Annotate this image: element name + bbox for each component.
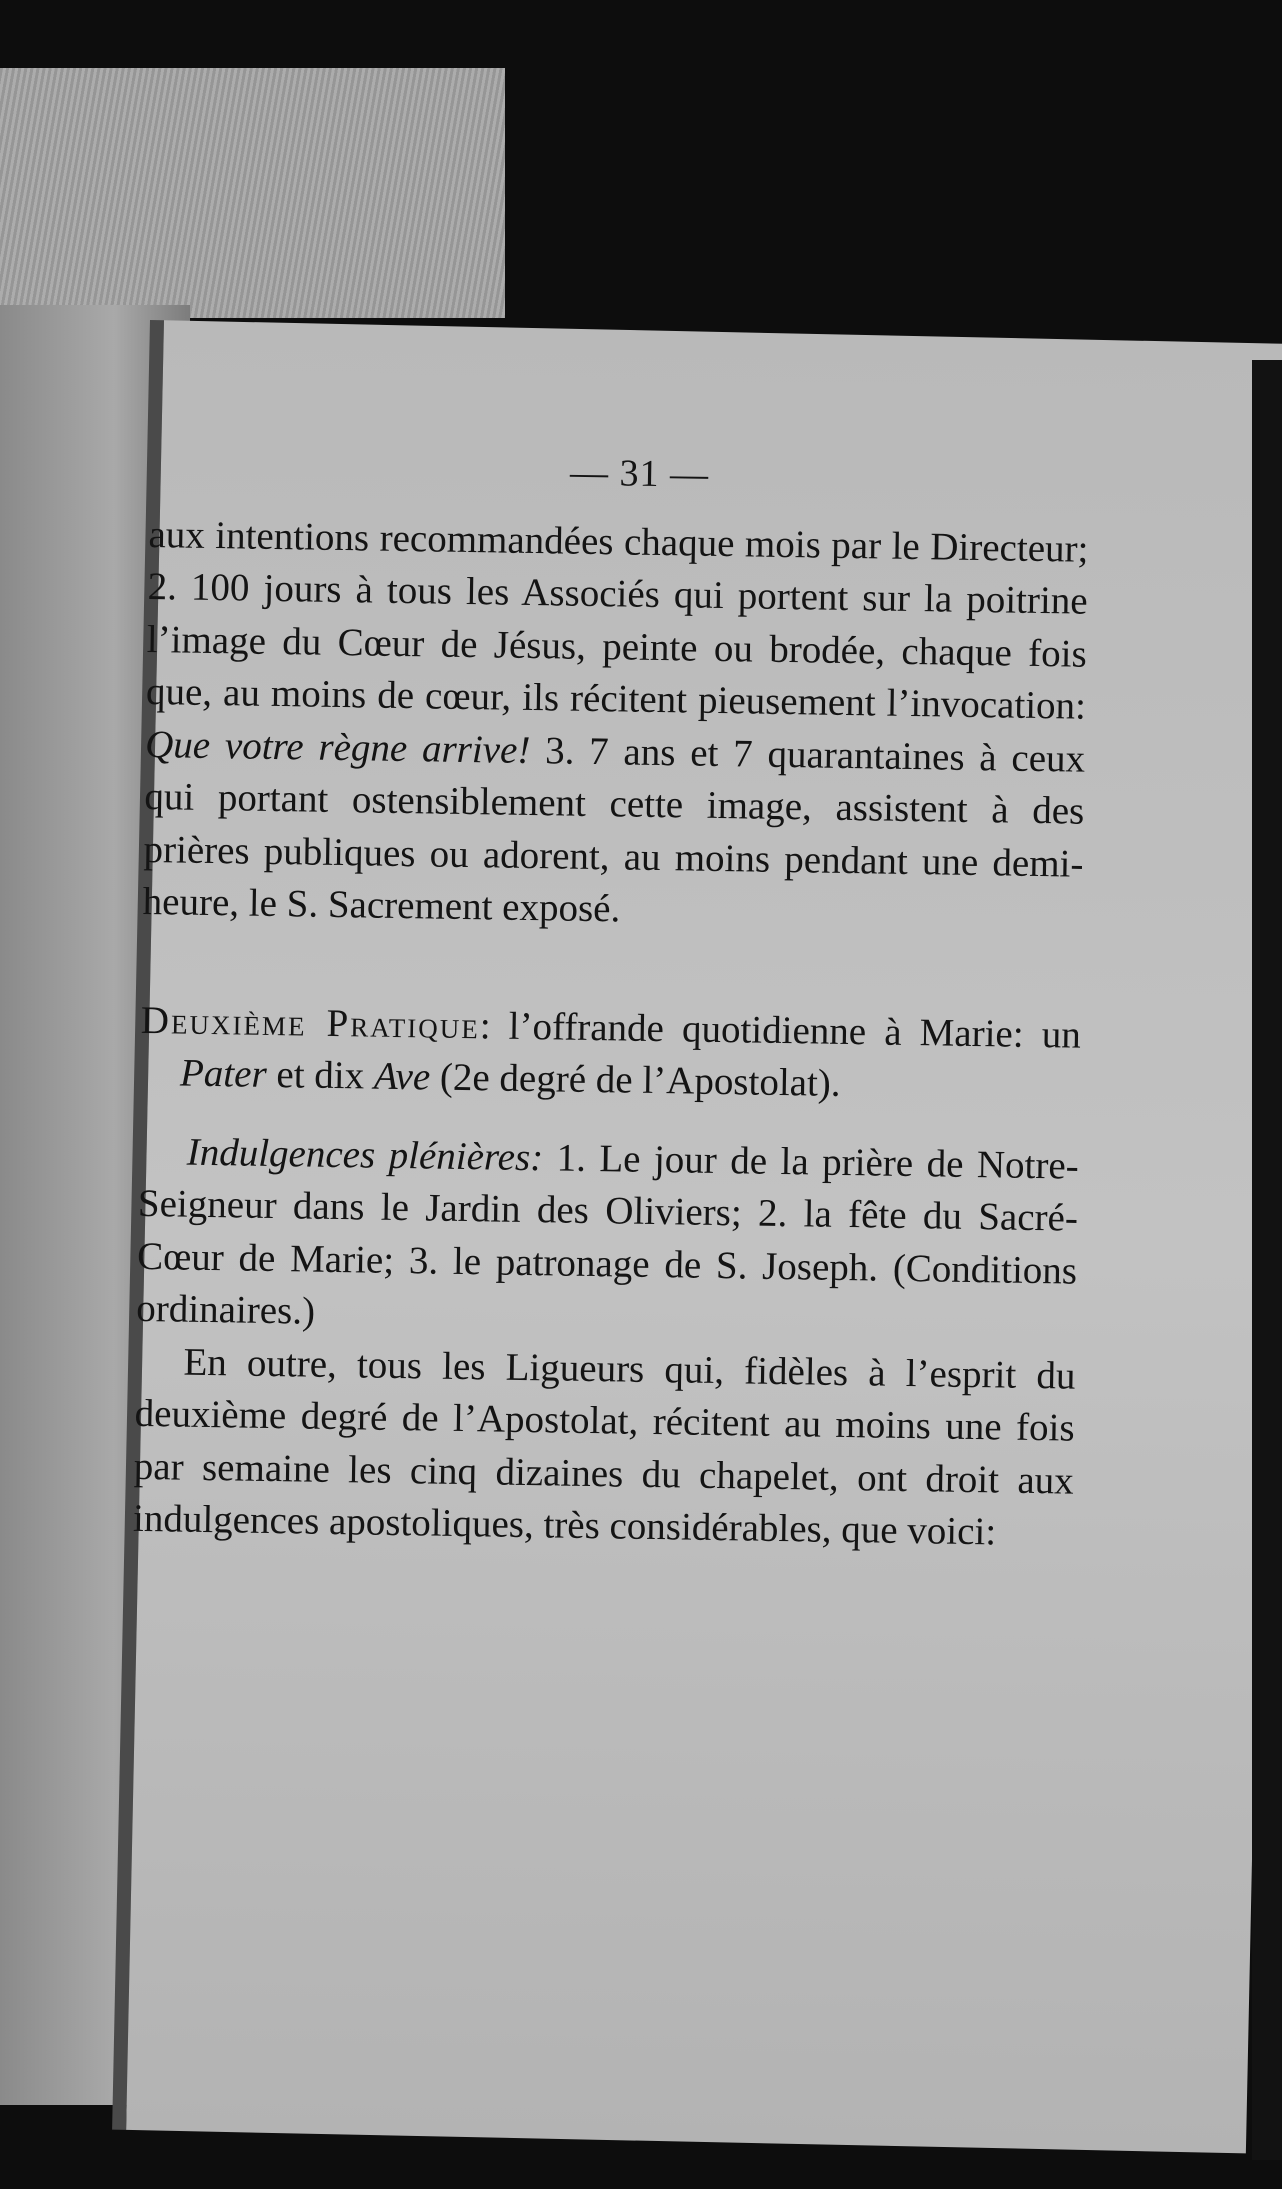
pratique-heading: Deuxième Pratique <box>140 998 481 1047</box>
paragraph-indulgences-partial <box>142 508 1088 943</box>
en-outre-text: En outre, tous les Ligueurs qui, fidèles à l’esprit du deuxième degré de l’Apostolat, récitent au moins une fois par semaine les cinq dizaines du chapelet, ont droit aux indulgences apostoliques, très considérables, que voici: <box>132 1340 1076 1554</box>
paragraph-1-text-b: 3. 7 ans et 7 quarantaines à ceux qui portant ostensiblement cette image, assistent à des prières publiques ou adorent, au moins pendant une demi-heure, le S. Sacrement exposé. <box>142 728 1086 931</box>
indulgences-label: Indulgences plénières: <box>186 1130 544 1179</box>
paragraph-deuxieme-pratique <box>140 994 1082 1114</box>
paragraph-1-text-a: aux intentions recommandées chaque mois par le Directeur; 2. 100 jours à tous les Associés qui portent sur la poitrine l’image du Cœur de Jésus, peinte ou brodée, chaque fois que, au moins de cœur, ils récitent pieusement l’invocation: <box>145 512 1089 728</box>
tape-strip <box>0 68 505 318</box>
pratique-text-b: et dix <box>266 1052 375 1098</box>
pratique-ave: Ave <box>373 1054 431 1099</box>
page-text <box>133 440 1090 1560</box>
right-border <box>1252 360 1282 2160</box>
paragraph-1-invocation: Que votre règne arrive! <box>144 722 531 772</box>
pratique-text-a: : l’offrande quotidienne à Marie: un <box>479 1003 1082 1057</box>
paragraph-indulgences-plenieres <box>136 1125 1079 1350</box>
indulgences-text: 1. Le jour de la prière de Notre-Seigneur dans le Jardin des Oliviers; 2. la fête du Sacré-Cœur de Marie; 3. le patronage de S. Joseph. (Conditions ordinaires.) <box>136 1135 1080 1333</box>
page-number: — 31 — <box>569 451 710 496</box>
pratique-pater: Pater <box>179 1051 268 1096</box>
paragraph-en-outre <box>133 1335 1076 1560</box>
pratique-text-c: (2e degré de l’Apostolat). <box>429 1055 841 1105</box>
